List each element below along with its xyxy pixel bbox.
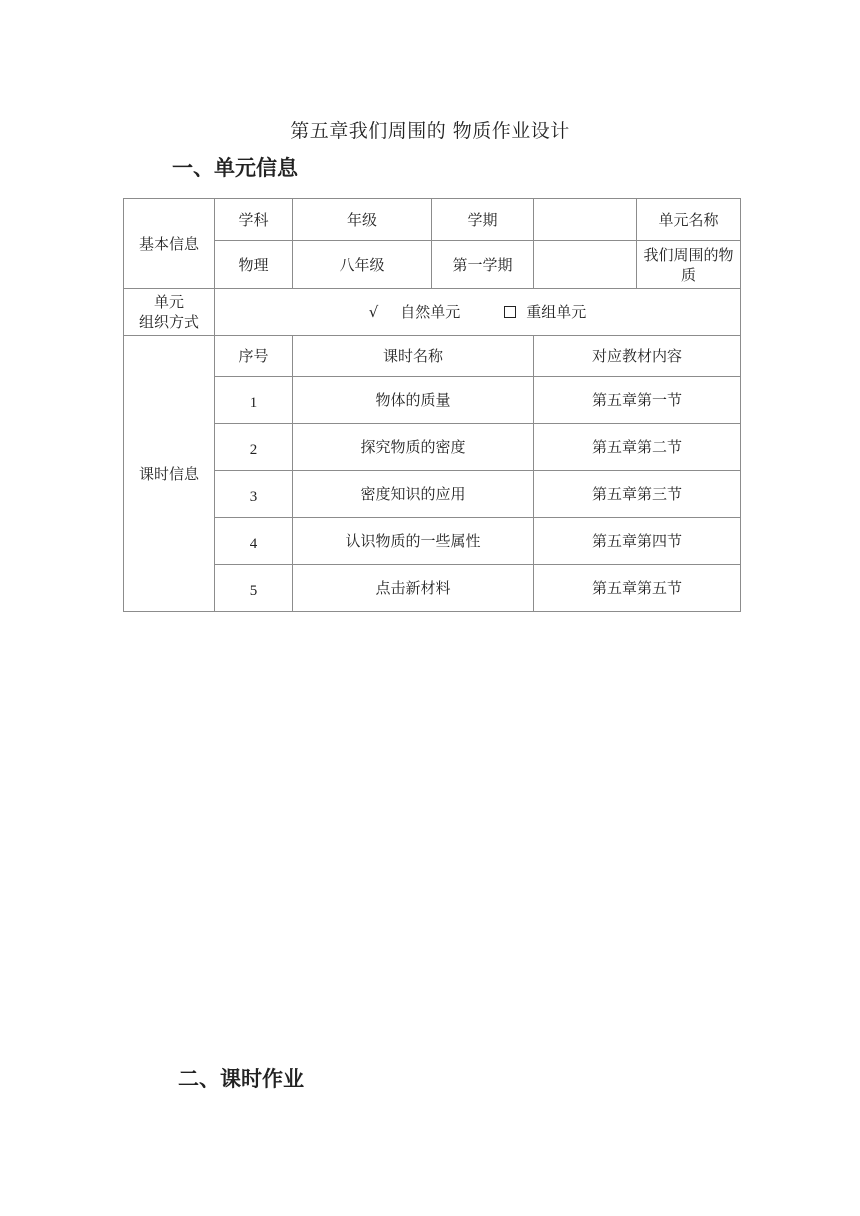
header-number: 序号 [215,336,293,377]
value-semester: 第一学期 [432,241,534,289]
lesson-content: 第五章第四节 [534,518,741,565]
option-natural-unit: 自然单元 [400,303,461,321]
organization-label-line1: 单元 [153,293,184,311]
table-row [124,471,741,518]
lesson-number: 1 [215,377,293,424]
section-heading-unit-info: 一、单元信息 [172,156,298,180]
organization-label-line2: 组织方式 [138,313,199,331]
value-unit-name: 我们周围的物质 [637,241,741,289]
lesson-number: 4 [215,518,293,565]
lesson-name: 点击新材料 [293,565,534,612]
checked-mark-icon: √ [368,303,379,321]
lesson-name: 物体的质量 [293,377,534,424]
table-row [124,565,741,612]
lesson-number: 3 [215,471,293,518]
basic-info-label: 基本信息 [124,199,215,289]
table-row [124,424,741,471]
lesson-name: 密度知识的应用 [293,471,534,518]
value-empty [534,241,637,289]
table-row [124,289,741,336]
table-row [124,241,741,289]
lesson-content: 第五章第二节 [534,424,741,471]
header-unit-name: 单元名称 [637,199,741,241]
table-row [124,377,741,424]
unchecked-box-icon [504,306,516,318]
header-textbook-content: 对应教材内容 [534,336,741,377]
organization-label [124,289,215,336]
lesson-number: 2 [215,424,293,471]
table-row [124,518,741,565]
lesson-name: 认识物质的一些属性 [293,518,534,565]
header-lesson-name: 课时名称 [293,336,534,377]
lesson-info-label: 课时信息 [124,336,215,612]
table-row [124,336,741,377]
lesson-content: 第五章第一节 [534,377,741,424]
lesson-name: 探究物质的密度 [293,424,534,471]
document-title: 第五章我们周围的 物质作业设计 [290,120,570,142]
lesson-number: 5 [215,565,293,612]
value-subject: 物理 [215,241,293,289]
lesson-content: 第五章第五节 [534,565,741,612]
lesson-content: 第五章第三节 [534,471,741,518]
header-semester: 学期 [432,199,534,241]
option-regroup-unit: 重组单元 [526,303,587,321]
header-subject: 学科 [215,199,293,241]
section-heading-lesson-homework: 二、课时作业 [178,1067,304,1091]
unit-info-table [123,198,741,612]
organization-options [215,289,741,336]
header-empty [534,199,637,241]
table-row [124,199,741,241]
header-grade: 年级 [293,199,432,241]
value-grade: 八年级 [293,241,432,289]
